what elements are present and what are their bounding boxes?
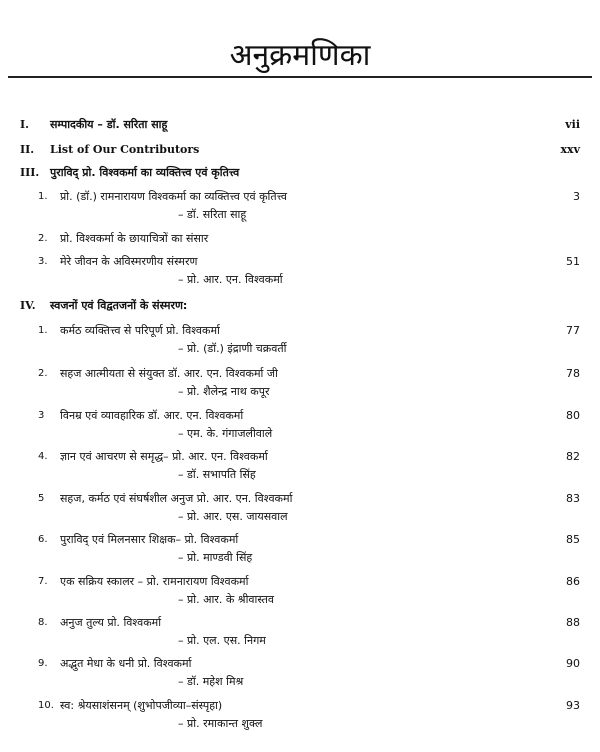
item-number: 2. xyxy=(38,233,48,244)
toc-author-row xyxy=(0,507,600,527)
toc-item[interactable] xyxy=(0,654,600,674)
item-title: अनुज तुल्य प्रो. विश्वकर्मा xyxy=(60,616,162,629)
toc-author-row xyxy=(0,465,600,485)
item-title: अद्भुत मेधा के धनी प्रो. विश्वकर्मा xyxy=(60,657,192,670)
page-number: 90 xyxy=(566,657,580,670)
section-number: I. xyxy=(20,118,29,131)
item-author: – प्रो. रमाकान्त शुक्ल xyxy=(178,717,263,730)
section-title: स्वजनों एवं विद्वतजनों के संस्मरण: xyxy=(50,299,188,312)
item-author: – प्रो. (डॉ.) इंद्राणी चक्रवर्ती xyxy=(178,342,287,355)
toc-section[interactable] xyxy=(0,296,600,316)
item-number: 7. xyxy=(38,576,48,587)
section-title: सम्पादकीय – डॉ. सरिता साहू xyxy=(50,118,168,131)
toc-author-row xyxy=(0,424,600,444)
item-number: 9. xyxy=(38,658,48,669)
section-title: पुराविद् प्रो. विश्वकर्मा का व्यक्तित्त्व एवं कृतित्त्व xyxy=(50,166,240,179)
toc-item[interactable] xyxy=(0,572,600,592)
toc-author-row xyxy=(0,672,600,692)
item-title: सहज, कर्मठ एवं संघर्षशील अनुज प्रो. आर. एन. विश्वकर्मा xyxy=(60,492,293,505)
section-number: IV. xyxy=(20,299,36,312)
item-number: 5 xyxy=(38,493,45,504)
page-number: 77 xyxy=(566,324,580,337)
item-number: 6. xyxy=(38,534,48,545)
item-number: 2. xyxy=(38,368,48,379)
page-number: 93 xyxy=(566,699,580,712)
toc-item[interactable] xyxy=(0,696,600,716)
toc-author-row xyxy=(0,548,600,568)
toc-author-row xyxy=(0,270,600,290)
toc-item[interactable] xyxy=(0,187,600,207)
toc-section[interactable] xyxy=(0,140,600,160)
toc-author-row xyxy=(0,339,600,359)
toc-item[interactable] xyxy=(0,364,600,384)
toc-item[interactable] xyxy=(0,321,600,341)
toc-section[interactable] xyxy=(0,163,600,183)
page-number: 78 xyxy=(566,367,580,380)
item-title: ज्ञान एवं आचरण से समृद्ध– प्रो. आर. एन. विश्वकर्मा xyxy=(60,450,268,463)
item-title: कर्मठ व्यक्तित्त्व से परिपूर्ण प्रो. विश्वकर्मा xyxy=(60,324,220,337)
page-number: 83 xyxy=(566,492,580,505)
toc-author-row xyxy=(0,590,600,610)
item-author: – प्रो. आर. एन. विश्वकर्मा xyxy=(178,273,283,286)
item-number: 3. xyxy=(38,256,48,267)
toc-item[interactable] xyxy=(0,489,600,509)
item-title: विनम्र एवं व्यावहारिक डॉ. आर. एन. विश्वकर्मा xyxy=(60,409,244,422)
item-number: 4. xyxy=(38,451,48,462)
toc-item[interactable] xyxy=(0,229,600,249)
toc-item[interactable] xyxy=(0,613,600,633)
toc-author-row xyxy=(0,205,600,225)
item-title: मेरे जीवन के अविस्मरणीय संस्मरण xyxy=(60,255,198,268)
page-number: 80 xyxy=(566,409,580,422)
page-number: 86 xyxy=(566,575,580,588)
item-author: – प्रो. एल. एस. निगम xyxy=(178,634,266,647)
toc-author-row xyxy=(0,714,600,734)
item-title: पुराविद् एवं मिलनसार शिक्षक– प्रो. विश्वकर्मा xyxy=(60,533,239,546)
item-author: – डॉ. सरिता साहू xyxy=(178,208,247,221)
title-divider xyxy=(8,76,592,78)
toc-author-row xyxy=(0,382,600,402)
item-number: 8. xyxy=(38,617,48,628)
page-number: 82 xyxy=(566,450,580,463)
item-title: सहज आत्मीयता से संयुक्त डॉ. आर. एन. विश्वकर्मा जी xyxy=(60,367,278,380)
page-title: अनुक्रमणिका xyxy=(229,38,371,73)
item-author: – प्रो. माण्डवी सिंह xyxy=(178,551,253,564)
section-number: II. xyxy=(20,143,35,156)
item-number: 1. xyxy=(38,191,48,202)
item-author: – डॉ. महेश मिश्र xyxy=(178,675,244,688)
item-number: 1. xyxy=(38,325,48,336)
item-author: – एम. के. गंगाजलीवाले xyxy=(178,427,273,440)
toc-item[interactable] xyxy=(0,406,600,426)
toc-author-row xyxy=(0,631,600,651)
page-number: 85 xyxy=(566,533,580,546)
item-title: स्व: श्रेयसाशंसनम् (शुभोपजीव्या–संस्पृहा) xyxy=(60,699,223,712)
item-title: प्रो. विश्वकर्मा के छायाचित्रों का संसार xyxy=(60,232,209,245)
page-number: 3 xyxy=(573,190,580,203)
page-number: 88 xyxy=(566,616,580,629)
page-number: xxv xyxy=(560,143,580,156)
item-author: – प्रो. शैलेन्द्र नाथ कपूर xyxy=(178,385,270,398)
section-number: III. xyxy=(20,166,40,179)
item-title: प्रो. (डॉ.) रामनारायण विश्वकर्मा का व्यक्तित्त्व एवं कृतित्त्व xyxy=(60,190,288,203)
item-author: – प्रो. आर. के श्रीवास्तव xyxy=(178,593,275,606)
toc-item[interactable] xyxy=(0,530,600,550)
section-title: List of Our Contributors xyxy=(50,143,200,156)
item-title: एक सक्रिय स्कालर – प्रो. रामनारायण विश्वकर्मा xyxy=(60,575,249,588)
page-number: 51 xyxy=(566,255,580,268)
toc-section[interactable] xyxy=(0,115,600,135)
item-author: – प्रो. आर. एस. जायसवाल xyxy=(178,510,288,523)
item-number: 10. xyxy=(38,700,54,711)
toc-item[interactable] xyxy=(0,447,600,467)
item-author: – डॉ. सभापति सिंह xyxy=(178,468,256,481)
toc-item[interactable] xyxy=(0,252,600,272)
page-number: vii xyxy=(565,118,580,131)
item-number: 3 xyxy=(38,410,45,421)
